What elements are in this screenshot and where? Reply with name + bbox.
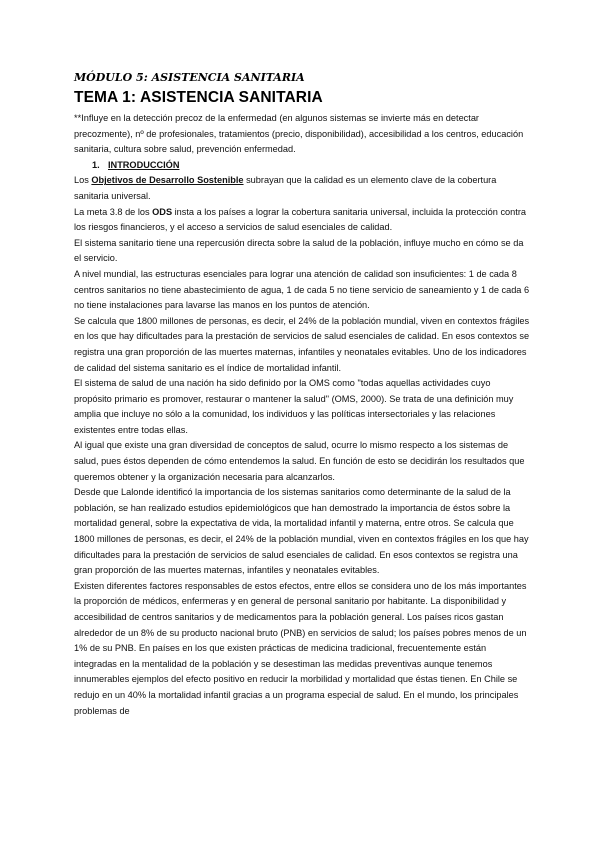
ods-pre: Los [74,175,92,186]
ods-link[interactable]: Objetivos de Desarrollo Sostenible [91,175,244,186]
paragraph-factores: Existen diferentes factores responsables de estos efectos, entre ellos se considera uno de los más importantes la proporción de médicos, enfermeras y en general de personal sanitario por habitante. La disponibilidad y accesibilidad de centros sanitarios y de medicamentos para la población general. Los países ricos gastan alrededor de un 8% de su producto nacional bruto (PNB) en servicios de salud; los países pobres menos de un 1% de su PNB. En países en los que existen prácticas de medicina tradicional, frecuentemente están integradas en la mentalidad de la población y se desestiman las medidas preventivas aunque tenemos innumerables ejemplos del efecto positivo en reducir la morbilidad y mortalidad que éstas tienen. En Chile se redujo en un 40% la mortalidad infantil gracias a un programa especial de salud. En el mundo, los principales problemas de [74,580,527,716]
section-label: INTRODUCCIÓN [108,159,180,170]
meta-bold: ODS [152,206,173,217]
note-paragraph: **Influye en la detección precoz de la enfermedad (en algunos sistemas se invierte más en detectar precozmente), nº de profesionales, tratamientos (precio, disponibilidad), accesibilidad a los centros, educación sanitaria, cultura sobre salud, prevención enfermedad. [74,113,524,155]
paragraph-repercusion: El sistema sanitario tiene una repercusión directa sobre la salud de la población, influye mucho en cómo se da el servicio. [74,237,524,264]
paragraph-contextos: Se calcula que 1800 millones de personas, es decir, el 24% de la población mundial, viven en contextos frágiles en los que hay dificultades para la prestación de servicios de salud esenciales de calidad. En esos contextos se registra una gran proporción de las muertes maternas, infantiles y neonatales evitables. Uno de los indicadores de calidad del sistema sanitario es el índice de mortalidad infantil. [74,315,530,373]
section-number: 1. [92,159,100,170]
meta-post: insta a los países a lograr la cobertura sanitaria universal, incluida la protección contra los riesgos financieros, y el acceso a servicios de salud esenciales de calidad. [74,206,526,233]
module-title: MÓDULO 5: ASISTENCIA SANITARIA [74,71,305,84]
paragraph-estructuras: A nivel mundial, las estructuras esenciales para lograr una atención de calidad son insuficientes: 1 de cada 8 centros sanitarios no tiene abastecimiento de agua, 1 de cada 5 no tiene servicio de saneamiento y 1 de cada 6 no tiene instalaciones para lavarse las manos en los puntos de atención. [74,268,530,311]
paragraph-diversidad: Al igual que existe una gran diversidad de conceptos de salud, ocurre lo mismo respecto a los sistemas de salud, pues éstos dependen de cómo entendemos la salud. En función de esto se decidirán los resultados que queremos obtener y la organización necesaria para alcanzarlos. [74,440,525,482]
paragraph-ods [74,173,530,204]
paragraph-oms: El sistema de salud de una nación ha sido definido por la OMS como "todas aquellas actividades cuyo propósito primario es promover, restaurar o mantener la salud" (OMS, 2000). Se trata de una definición muy amplia que incluye no sólo a la comunidad, los individuos y las políticas intersectoriales y las relaciones existentes entre todas ellas. [74,378,514,435]
document-content [74,71,530,719]
meta-pre: La meta 3.8 de los [74,206,153,217]
paragraph-lalonde: Desde que Lalonde identificó la importancia de los sistemas sanitarios como determinante de la salud de la población, se han realizado estudios epidemiológicos que han demostrado la importancia de éstos sobre la mortalidad general, sobre la expectativa de vida, la mortalidad infantil y materna, entre otros. Se calcula que 1800 millones de personas, es decir, el 24% de la población mundial, viven en contextos frágiles en los que hay dificultades para la prestación de servicios de salud esenciales de calidad. En esos contextos se registra una gran proporción de las muertes maternas, infantiles y neonatales evitables. [74,487,529,576]
paragraph-meta [74,205,530,236]
section-heading [92,158,530,174]
ods-post: subrayan que la calidad es un elemento clave de la cobertura sanitaria universal. [74,175,497,201]
tema-title: TEMA 1: ASISTENCIA SANITARIA [74,89,323,106]
